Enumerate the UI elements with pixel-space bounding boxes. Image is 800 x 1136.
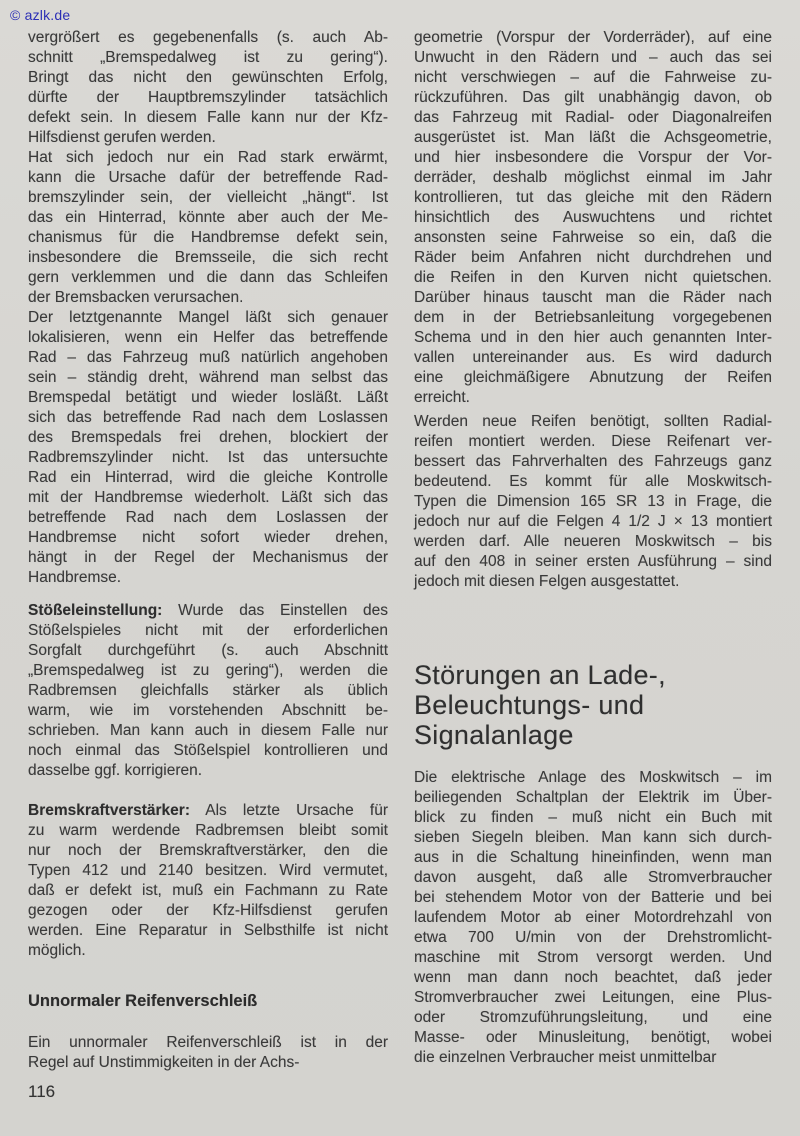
paragraph: vergrößert es gegebenenfalls (s. auch Ab- schnitt „Bremspedalweg ist zu gering“). Bringt das nicht den gewünschten Erfolg, dürfte der Hauptbremszylinder tatsächlich defekt sein. In diesem Falle kann nur der Kfz- Hilfsdienst gerufen werden. — [28, 29, 388, 146]
chapter-heading: Störungen an Lade-, Beleuchtungs- und Signalanlage — [414, 660, 666, 750]
left-column — [28, 28, 388, 1073]
paragraph: geometrie (Vorspur der Vorderräder), auf eine Unwucht in den Rädern und – auch das sei nicht verschwiegen – auf die Fahrweise zu- rückzuführen. Das gilt unabhängig davon, ob das Fahrzeug mit Radial- oder Diagonalreifen ausgerüstet ist. Man läßt die Achsgeometrie, und hier insbesondere die Vorspur der Vor- derräder, deshalb möglichst einmal im Jahr kontrollieren, tut das gleiche mit den Rädern hinsichtlich des Auswuchtens und richtet ansonsten seine Fahrweise so ein, daß die Räder beim Anfahren nicht durchdrehen und die Reifen in den Kurven nicht quietschen. Darüber hinaus tauscht man die Räder nach dem in der Betriebsanleitung vorgegebenen Schema und in den hier auch genannten Inter- vallen untereinander aus. Es wird dadurch eine gleichmäßigere Abnutzung der Reifen erreicht. — [414, 29, 772, 406]
paragraph: Werden neue Reifen benötigt, sollten Radial- reifen montiert werden. Diese Reifenart ver- bessert das Fahrverhalten des Fahrzeugs ganz bedeutend. Es kommt für alle Moskwitsch- Typen die Dimension 165 SR 13 in Frage, die jedoch nur auf die Felgen 4 1/2 J × 13 montiert werden darf. Alle neueren Moskwitsch – bis auf den 408 in seiner ersten Ausführung – sind jedoch mit diesen Felgen ausgestattet. — [414, 413, 772, 590]
paragraph: Die elektrische Anlage des Moskwitsch – im beiliegenden Schaltplan der Elektrik im Über- blick zu finden – muß nicht ein Buch mit sieben Siegeln bleiben. Man kann sich durch- aus in die Schaltung hineinfinden, wenn man davon ausgeht, daß alle Stromverbraucher bei stehendem Motor von der Batterie und bei laufendem Motor ab einer Motordrehzahl von etwa 700 U/min von der Drehstromlicht- maschine mit Strom versorgt werden. Und wenn man dann noch beachtet, daß jeder Stromverbraucher zwei Leitungen, eine Plus- oder Stromzuführungsleitung, und eine Masse- oder Minusleitung, benötigt, wobei die einzelnen Verbraucher meist unmittelbar — [414, 769, 772, 1066]
paragraph: Ein unnormaler Reifenverschleiß ist in der Regel auf Unstimmigkeiten in der Achs- — [28, 1034, 388, 1071]
paragraph-stoesseleinstellung: Stößeleinstellung: Wurde das Einstellen des Stößelspieles nicht mit der erforderlichen Sorgfalt durchgeführt (s. auch Abschnitt „Bremspedalweg ist zu gering“), werden die Radbremsen gleichfalls stärker als üblich warm, wie im vorstehenden Abschnitt be- schrieben. Man kann auch in diesem Falle nur noch einmal das Stößelspiel kontrollieren und dasselbe ggf. korrigieren. — [28, 602, 388, 779]
watermark: © azlk.de — [10, 7, 71, 23]
right-column — [414, 28, 772, 1068]
paragraph: Hat sich jedoch nur ein Rad stark erwärmt, kann die Ursache dafür der betreffende Rad- bremszylinder sein, der vielleicht „hängt“. Ist das ein Hinterrad, könnte aber auch der Me- chanismus für die Handbremse defekt sein, insbesondere die Bremsseile, die sich recht gern verklemmen und die dann das Schleifen der Bremsbacken verursachen. — [28, 149, 388, 306]
paragraph-bremskraftverstaerker: Bremskraftverstärker: Als letzte Ursache für zu warm werdende Radbremsen bleibt somit nur noch der Bremskraftverstärker, den die Typen 412 und 2140 besitzen. Wird vermutet, daß er defekt ist, muß ein Fachmann zu Rate gezogen oder der Kfz-Hilfsdienst gerufen werden. Eine Reparatur in Selbsthilfe ist nicht möglich. — [28, 802, 388, 959]
paragraph: Der letztgenannte Mangel läßt sich genauer lokalisieren, wenn ein Helfer das betreffende Rad – das Fahrzeug muß natürlich angehoben sein – ständig dreht, während man selbst das Bremspedal betätigt und wieder losläßt. Läßt sich das betreffende Rad nach dem Loslassen des Bremspedals frei drehen, blockiert der Radbremszylinder nicht. Ist das untersuchte Rad ein Hinterrad, wird die gleiche Kontrolle mit der Handbremse wiederholt. Läßt sich das betreffende Rad nach dem Loslassen der Handbremse nicht sofort wieder drehen, hängt in der Regel der Mechanismus der Handbremse. — [28, 309, 388, 586]
section-heading: Unnormaler Reifenverschleiß — [28, 992, 258, 1010]
page-number: 116 — [28, 1082, 56, 1101]
